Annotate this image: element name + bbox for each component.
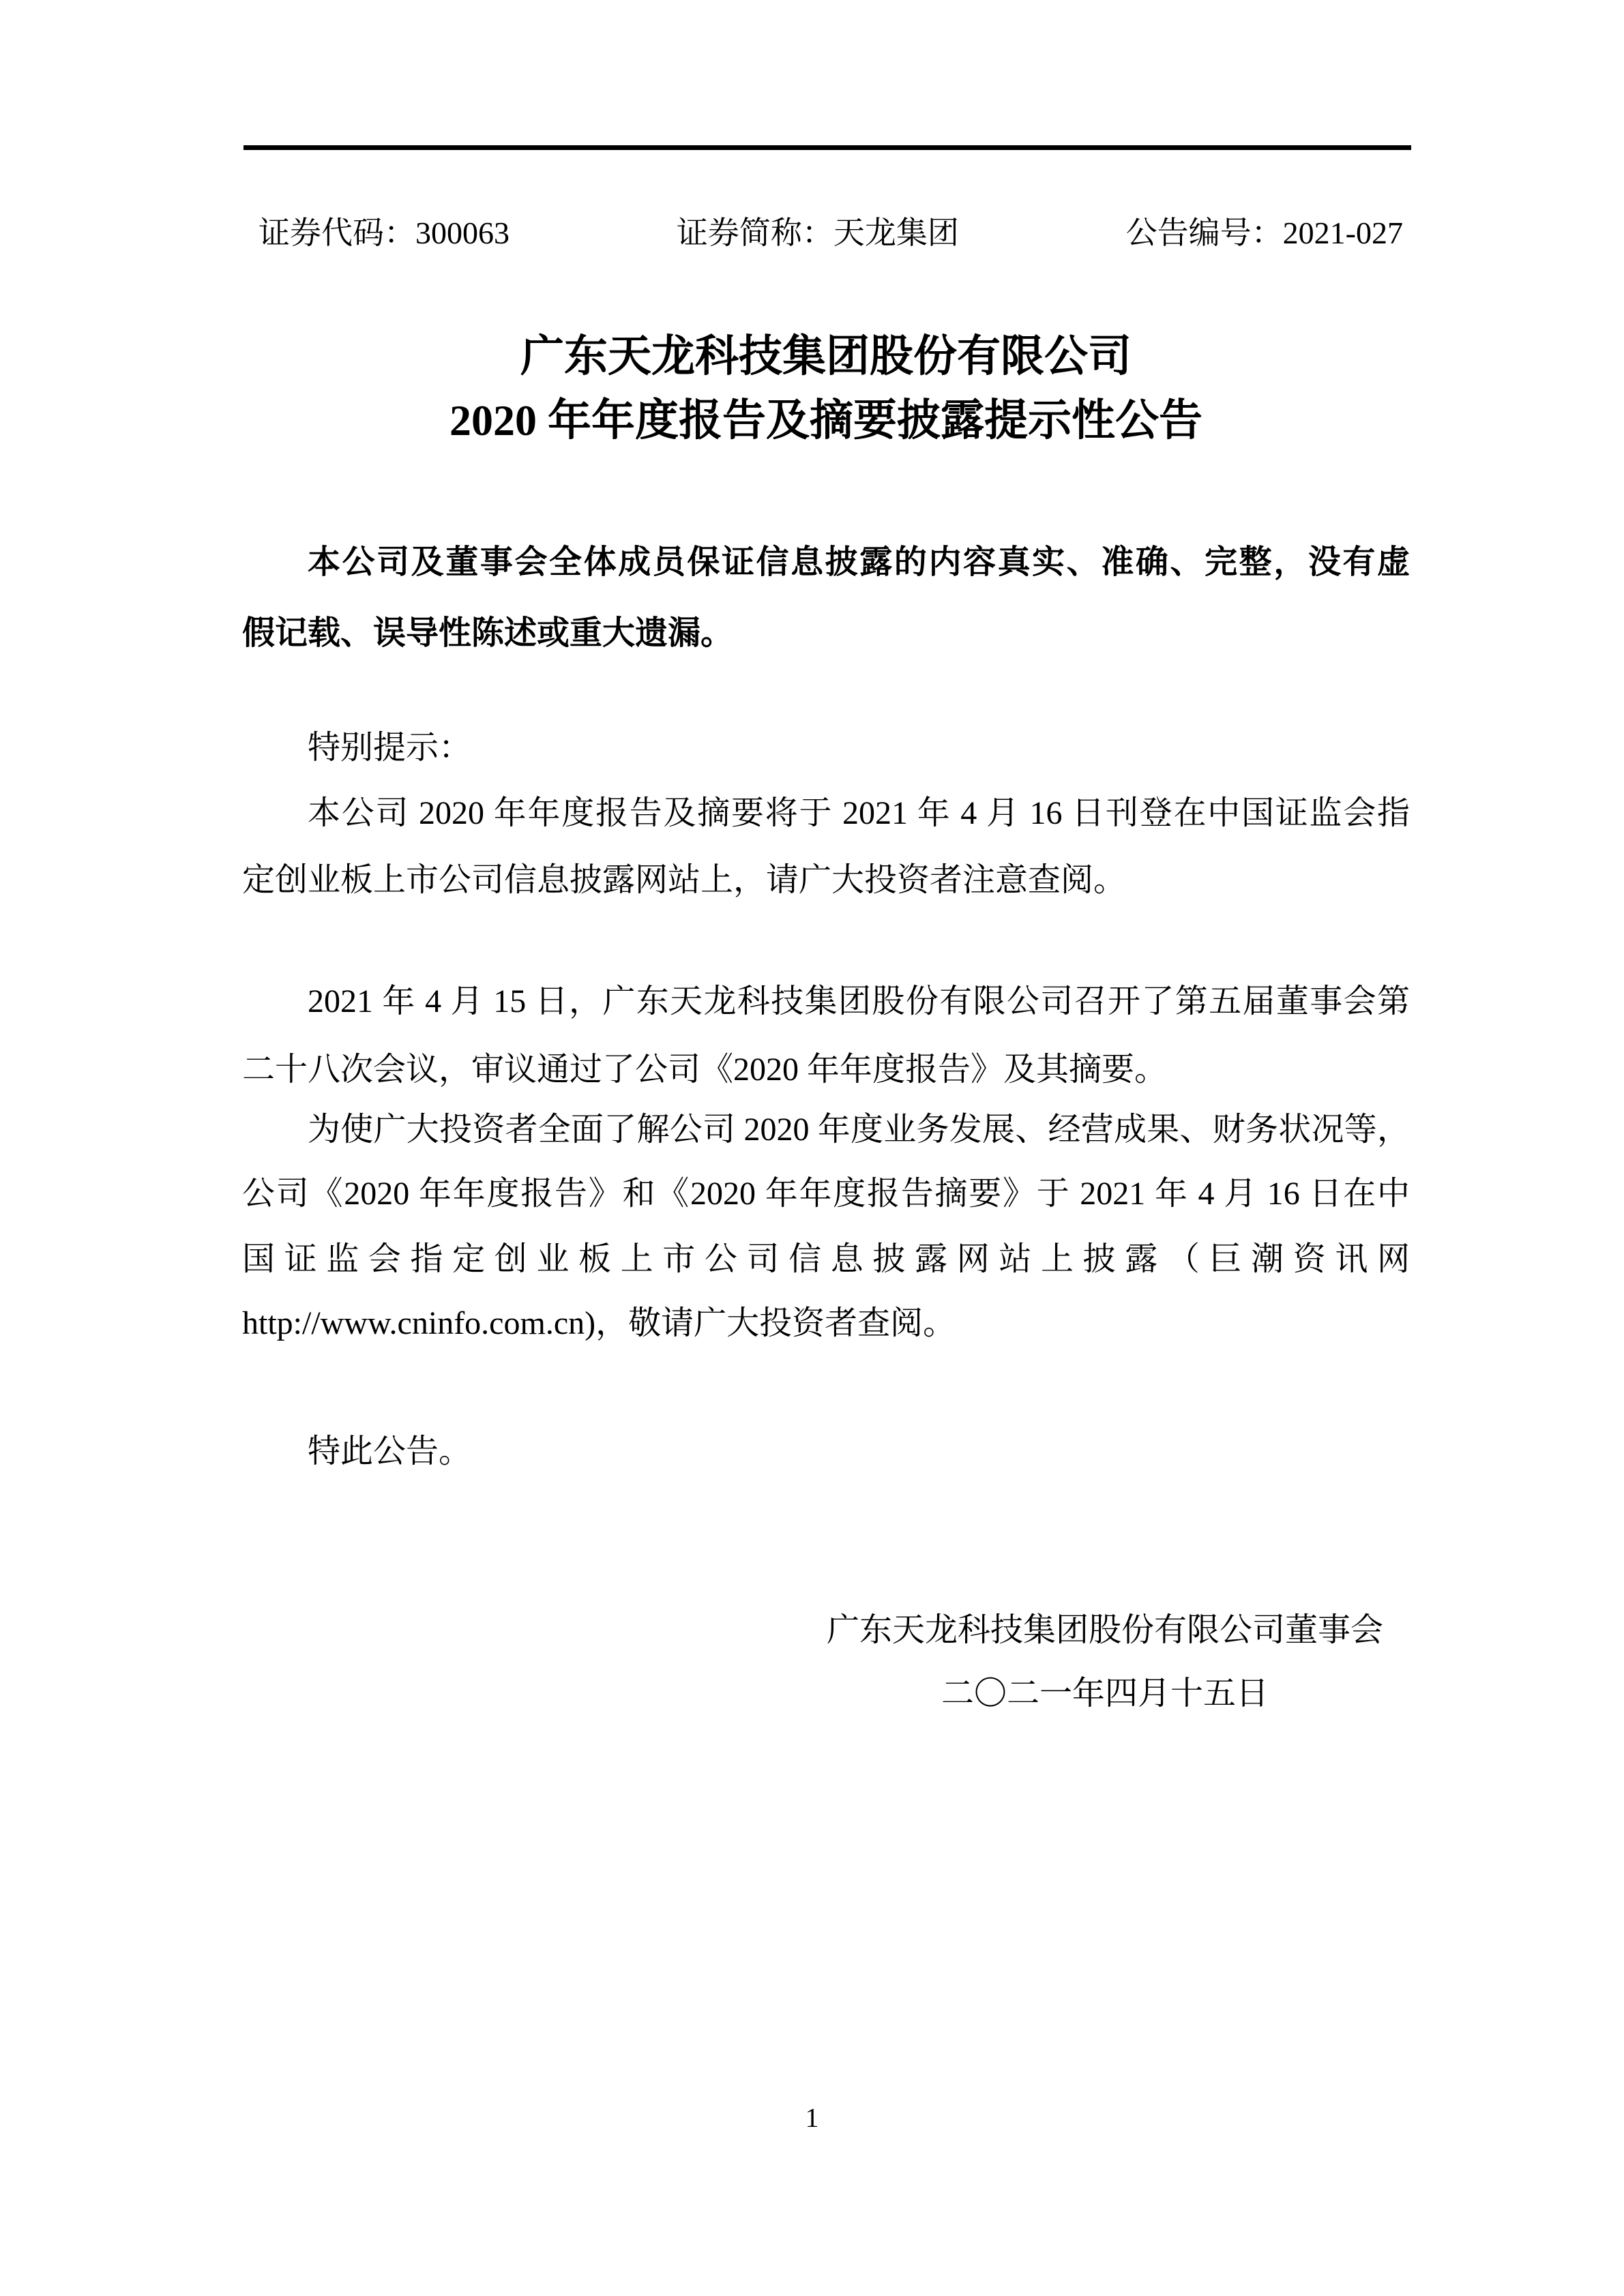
bold-statement-line-2: 假记载、误导性陈述或重大遗漏。 (242, 615, 734, 651)
paragraph-3-line-3: 国证监会指定创业板上市公司信息披露网站上披露（巨潮资讯网 (242, 1241, 1410, 1277)
stock-code: 证券代码：300063 (259, 215, 510, 250)
paragraph-1-line-1: 本公司 2020 年年度报告及摘要将于 2021 年 4 月 16 日刊登在中国证监会指 (308, 795, 1410, 831)
page-number: 1 (805, 2102, 819, 2133)
paragraph-3-line-1: 为使广大投资者全面了解公司 2020 年度业务发展、经营成果、财务状况等， (308, 1112, 1410, 1148)
paragraph-2-line-2: 二十八次会议，审议通过了公司《2020 年年度报告》及其摘要。 (242, 1052, 1168, 1088)
special-notice-label: 特别提示： (308, 730, 472, 766)
stock-short-name: 证券简称：天龙集团 (676, 215, 959, 250)
closing-statement: 特此公告。 (308, 1433, 472, 1470)
signature-date: 二〇二一年四月十五日 (941, 1675, 1269, 1712)
company-name-title: 广东天龙科技集团股份有限公司 (520, 332, 1132, 381)
securities-header-row (242, 214, 1410, 252)
paragraph-2-line-1: 2021 年 4 月 15 日，广东天龙科技集团股份有限公司召开了第五届董事会第 (308, 983, 1410, 1019)
paragraph-3-line-2: 公司《2020 年年度报告》和《2020 年年度报告摘要》于 2021 年 4 月 16 日在中 (242, 1176, 1410, 1212)
announcement-title: 2020 年年度报告及摘要披露提示性公告 (449, 396, 1202, 445)
announcement-number: 公告编号：2021-027 (1125, 215, 1403, 250)
bold-statement-line-1: 本公司及董事会全体成员保证信息披露的内容真实、准确、完整，没有虚 (308, 544, 1410, 580)
paragraph-1-line-2: 定创业板上市公司信息披露网站上，请广大投资者注意查阅。 (242, 862, 1127, 898)
header-divider-rule (243, 145, 1411, 150)
paragraph-3-line-4: http://www.cninfo.com.cn)，敬请广大投资者查阅。 (242, 1305, 956, 1341)
signature-company: 广东天龙科技集团股份有限公司董事会 (826, 1612, 1383, 1648)
